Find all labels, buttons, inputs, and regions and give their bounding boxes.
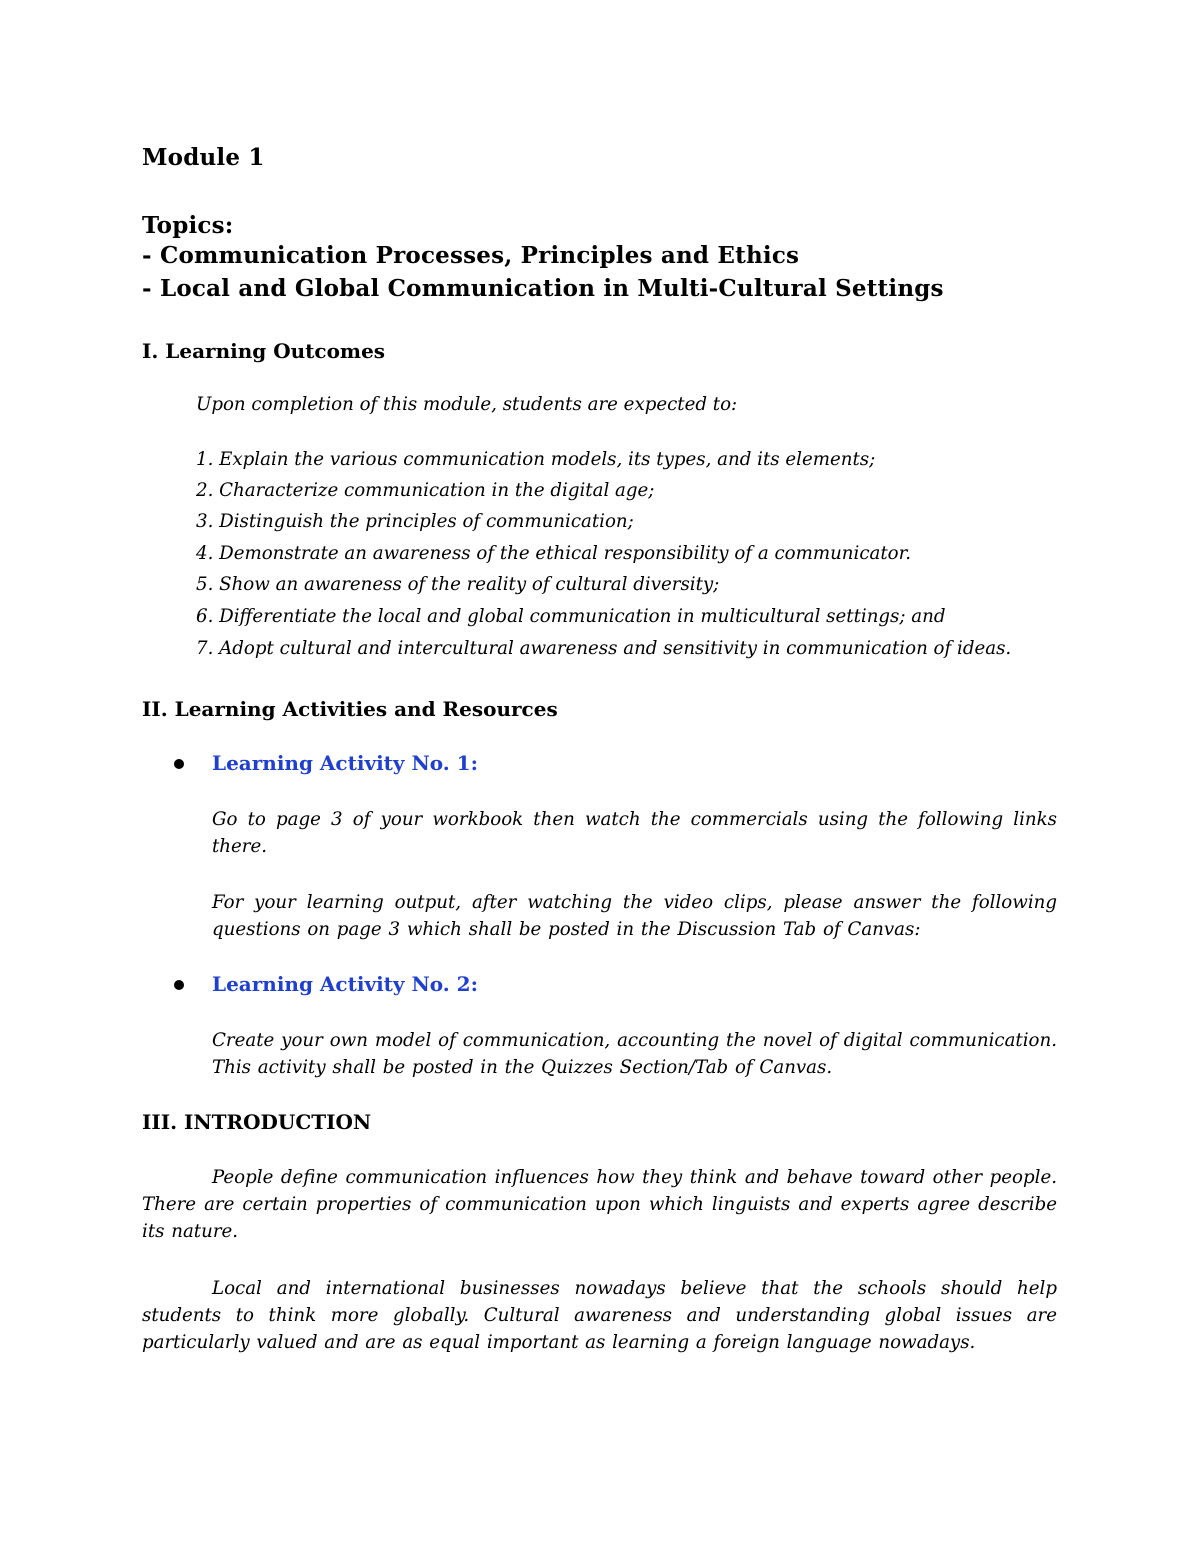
outcome-item: 6. Differentiate the local and global communication in multicultural settings; and bbox=[196, 606, 946, 627]
activities-heading: II. Learning Activities and Resources bbox=[142, 697, 558, 721]
topic-item: - Local and Global Communication in Multi-Cultural Settings bbox=[142, 275, 944, 302]
outcome-item: 5. Show an awareness of the reality of cultural diversity; bbox=[196, 574, 720, 595]
activity-1-paragraph: For your learning output, after watching the video clips, please answer the following questions on page 3 which shall be posted in the Discussion Tab of Canvas: bbox=[212, 892, 1057, 940]
introduction-paragraph: People define communication influences how they think and behave toward other people. There are certain properties of communication upon which linguists and experts agree describe its nature. bbox=[142, 1167, 1057, 1242]
learning-outcomes-heading: I. Learning Outcomes bbox=[142, 339, 386, 363]
introduction-paragraph: Local and international businesses nowadays believe that the schools should help students to think more globally. Cultural awareness and understanding global issues are particularly valued and are as equal important as learning a foreign language nowadays. bbox=[142, 1278, 1057, 1353]
outcomes-intro: Upon completion of this module, students are expected to: bbox=[196, 394, 738, 415]
outcome-item: 7. Adopt cultural and intercultural awareness and sensitivity in communication of ideas. bbox=[196, 638, 1012, 659]
activity-2-paragraph: Create your own model of communication, accounting the novel of digital communication. This activity shall be posted in the Quizzes Section/Tab of Canvas. bbox=[212, 1030, 1057, 1078]
topics-label: Topics: bbox=[142, 212, 234, 239]
introduction-heading: III. INTRODUCTION bbox=[142, 1110, 372, 1134]
outcome-item: 4. Demonstrate an awareness of the ethical responsibility of a communicator. bbox=[196, 543, 912, 564]
module-title: Module 1 bbox=[142, 144, 265, 171]
bullet-icon bbox=[174, 980, 184, 990]
activity-2-title: Learning Activity No. 2: bbox=[212, 972, 478, 996]
topic-item: - Communication Processes, Principles and Ethics bbox=[142, 242, 800, 269]
outcome-item: 2. Characterize communication in the digital age; bbox=[196, 480, 655, 501]
bullet-icon bbox=[174, 759, 184, 769]
outcome-item: 3. Distinguish the principles of communication; bbox=[196, 511, 634, 532]
activity-1-title: Learning Activity No. 1: bbox=[212, 751, 478, 775]
outcome-item: 1. Explain the various communication models, its types, and its elements; bbox=[196, 449, 876, 470]
activity-1-paragraph: Go to page 3 of your workbook then watch the commercials using the following links there. bbox=[212, 809, 1057, 857]
